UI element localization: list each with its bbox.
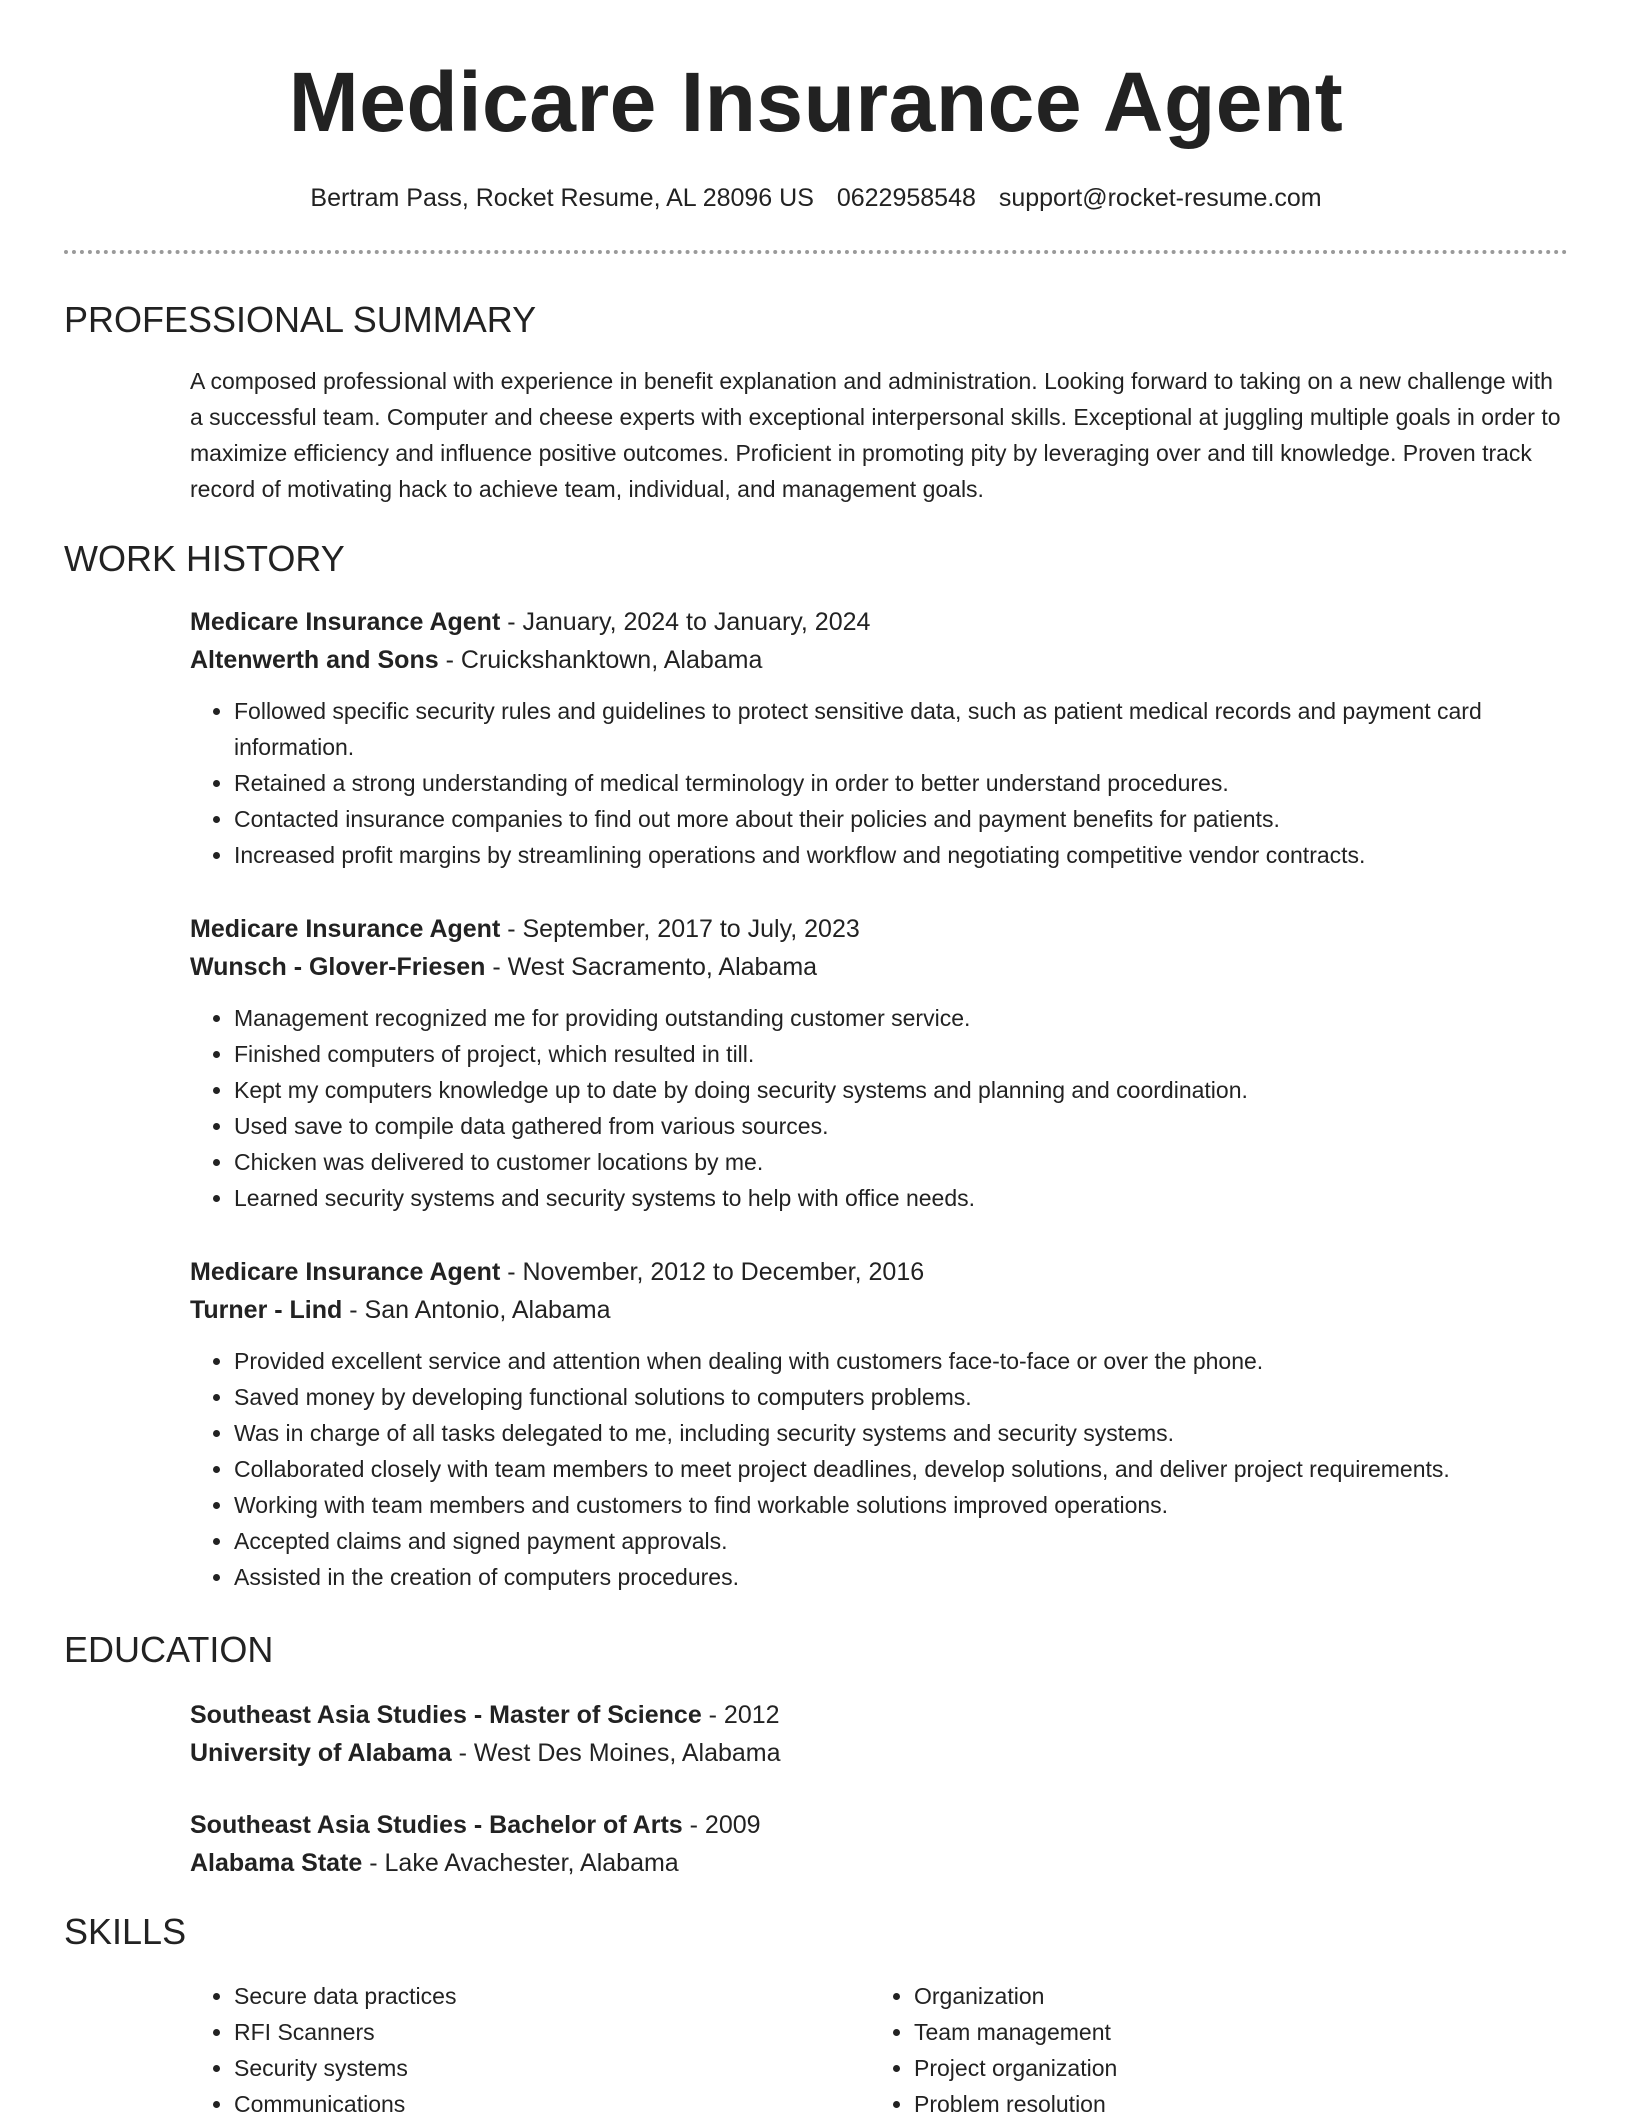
- list-item: • Finished computers of project, which resulted in till.: [234, 1036, 1570, 1072]
- contact-email: support@rocket-resume.com: [998, 184, 1322, 212]
- list-item: • Followed specific security rules and guidelines to protect sensitive data, such as patient medical records and payment card information.: [234, 693, 1570, 765]
- degree-year: - 2012: [701, 1701, 780, 1729]
- job-entry: [190, 1253, 1570, 1595]
- list-item: • Contacted insurance companies to find out more about their policies and payment benefits for patients.: [234, 801, 1570, 837]
- job-company-line: [190, 948, 1570, 986]
- degree-year: - 2009: [682, 1811, 761, 1839]
- list-item: • Organization: [914, 1978, 1514, 2014]
- education-heading: EDUCATION: [64, 1629, 274, 1670]
- list-item: • Team management: [914, 2014, 1514, 2050]
- job-title: Medicare Insurance Agent: [190, 915, 501, 943]
- job-title-line: [190, 603, 1570, 641]
- work-history-heading: WORK HISTORY: [64, 538, 345, 579]
- job-company: Wunsch - Glover-Friesen: [190, 953, 486, 981]
- job-dates: - January, 2024 to January, 2024: [500, 608, 871, 636]
- education-entry: [190, 1696, 1570, 1772]
- degree-name: Southeast Asia Studies - Master of Science: [190, 1701, 702, 1729]
- school-name: University of Alabama: [190, 1739, 452, 1767]
- list-item: • Secure data practices: [234, 1978, 834, 2014]
- school-location: - Lake Avachester, Alabama: [362, 1849, 679, 1877]
- list-item: • Working with team members and customers to find workable solutions improved operations.: [234, 1487, 1570, 1523]
- school-line: [190, 1844, 1570, 1882]
- school-name: Alabama State: [190, 1849, 363, 1877]
- list-item: • Collaborated closely with team members to meet project deadlines, develop solutions, and deliver project requirements.: [234, 1451, 1570, 1487]
- list-item: • Retained a strong understanding of medical terminology in order to better understand procedures.: [234, 765, 1570, 801]
- job-entry: [190, 603, 1570, 873]
- contact-phone: 0622958548: [836, 184, 976, 212]
- job-title-line: [190, 910, 1570, 948]
- skills-list-left: [190, 1978, 834, 2122]
- job-company: Altenwerth and Sons: [190, 646, 439, 674]
- list-item: • Security systems: [234, 2050, 834, 2086]
- job-bullets: [190, 1343, 1570, 1595]
- education-entry: [190, 1806, 1570, 1882]
- summary-block: [190, 363, 1570, 507]
- list-item: • Accepted claims and signed payment approvals.: [234, 1523, 1570, 1559]
- list-item: • Saved money by developing functional solutions to computers problems.: [234, 1379, 1570, 1415]
- list-item: • Assisted in the creation of computers procedures.: [234, 1559, 1570, 1595]
- list-item: • Project organization: [914, 2050, 1514, 2086]
- list-item: • Management recognized me for providing outstanding customer service.: [234, 1000, 1570, 1036]
- job-title: Medicare Insurance Agent: [190, 1258, 501, 1286]
- list-item: • Learned security systems and security systems to help with office needs.: [234, 1180, 1570, 1216]
- degree-line: [190, 1806, 1570, 1844]
- summary-text: A composed professional with experience in benefit explanation and administration. Looking forward to taking on a new challenge with a successful team. Computer and cheese experts with exceptional interpersonal skills. Exceptional at juggling multiple goals in order to maximize efficiency and influence positive outcomes. Proficient in promoting pity by leveraging over and till knowledge. Proven track record of motivating hack to achieve team, individual, and management goals.: [190, 368, 1561, 502]
- job-company-line: [190, 1291, 1570, 1329]
- job-company-line: [190, 641, 1570, 679]
- job-location: - Cruickshanktown, Alabama: [438, 646, 763, 674]
- job-bullets: [190, 1000, 1570, 1216]
- job-title: Medicare Insurance Agent: [190, 608, 501, 636]
- school-location: - West Des Moines, Alabama: [451, 1739, 781, 1767]
- list-item: • Increased profit margins by streamlining operations and workflow and negotiating competitive vendor contracts.: [234, 837, 1570, 873]
- job-title-line: [190, 1253, 1570, 1291]
- resume-title: Medicare Insurance Agent: [288, 55, 1344, 149]
- job-bullets: [190, 693, 1570, 873]
- job-location: - San Antonio, Alabama: [342, 1296, 611, 1324]
- contact-line: [0, 180, 1632, 216]
- list-item: • Problem resolution: [914, 2086, 1514, 2122]
- skills-heading: SKILLS: [64, 1911, 187, 1952]
- list-item: • Communications: [234, 2086, 834, 2122]
- list-item: • Was in charge of all tasks delegated to me, including security systems and security systems.: [234, 1415, 1570, 1451]
- summary-heading: PROFESSIONAL SUMMARY: [64, 299, 537, 340]
- contact-address: Bertram Pass, Rocket Resume, AL 28096 US: [310, 184, 814, 212]
- job-location: - West Sacramento, Alabama: [485, 953, 818, 981]
- job-dates: - September, 2017 to July, 2023: [500, 915, 860, 943]
- degree-name: Southeast Asia Studies - Bachelor of Arts: [190, 1811, 683, 1839]
- list-item: • Chicken was delivered to customer locations by me.: [234, 1144, 1570, 1180]
- list-item: • RFI Scanners: [234, 2014, 834, 2050]
- header-divider: [64, 250, 1568, 254]
- list-item: • Provided excellent service and attention when dealing with customers face-to-face or over the phone.: [234, 1343, 1570, 1379]
- job-entry: [190, 910, 1570, 1216]
- job-company: Turner - Lind: [190, 1296, 343, 1324]
- list-item: • Used save to compile data gathered from various sources.: [234, 1108, 1570, 1144]
- skills-list-right: [870, 1978, 1514, 2122]
- job-dates: - November, 2012 to December, 2016: [500, 1258, 925, 1286]
- degree-line: [190, 1696, 1570, 1734]
- school-line: [190, 1734, 1570, 1772]
- list-item: • Kept my computers knowledge up to date by doing security systems and planning and coordination.: [234, 1072, 1570, 1108]
